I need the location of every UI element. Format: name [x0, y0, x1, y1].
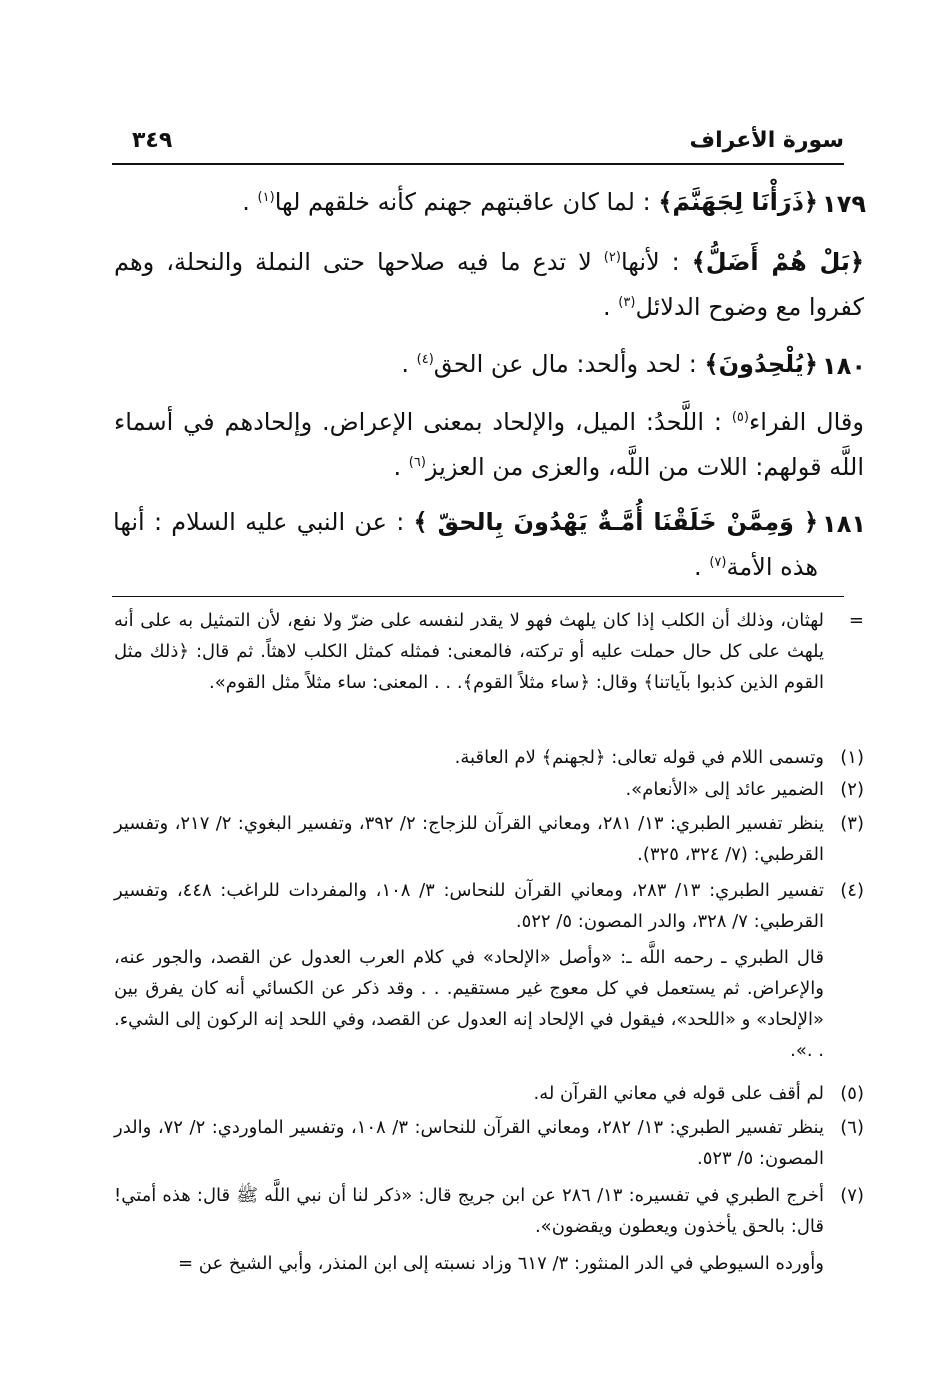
footnote-mark: (١): [840, 747, 864, 768]
commentary-text: لا تدع ما فيه صلاحها حتى النملة والنحلة، وهم كفروا مع وضوح الدلائل: [114, 248, 864, 321]
footnote-text: وتسمى اللام في قوله تعالى: ﴿لجهنم﴾ لام العاقبة.: [454, 747, 824, 768]
footnote-ref: (١): [257, 190, 275, 205]
footnote: [114, 742, 864, 773]
page-header: [112, 128, 844, 162]
footnote-text: الضمير عائد إلى «الأنعام».: [625, 779, 824, 800]
quran-quote: ﴿ذَرَأْنَا لِجَهَنَّمَ﴾: [658, 188, 818, 216]
footnote-mark: (٣): [840, 813, 864, 834]
page-number: ٣٤٩: [132, 128, 173, 153]
footnote-text: وأورده السيوطي في الدر المنثور: ٣/ ٦١٧ وزاد نسبته إلى ابن المنذر، وأبي الشيخ عن =: [177, 1253, 824, 1274]
footnote: [114, 875, 864, 937]
commentary-paragraph: [114, 240, 864, 330]
footnote-ref: (٦): [408, 455, 426, 470]
footnote-mark: (٥): [840, 1083, 864, 1104]
footnote-text: لم أقف على قوله في معاني القرآن له.: [533, 1083, 824, 1104]
footnote: [114, 808, 864, 870]
footnote: [114, 1078, 864, 1109]
footnote: [114, 774, 864, 805]
footnote-mark: (٤): [840, 880, 864, 901]
commentary-end: .: [603, 293, 619, 321]
footnote-text: ينظر تفسير الطبري: ١٣/ ٢٨١، ومعاني القرآن للزجاج: ٢/ ٣٩٢، وتفسير البغوي: ٢/ ٢١٧، وتفسير القرطبي: (٧/ ٣٢٤، ٣٢٥).: [114, 813, 824, 865]
footnote-text: أخرج الطبري في تفسيره: ١٣/ ٢٨٦ عن ابن جريج قال: «ذكر لنا أن نبي اللَّه ﷺ قال: هذه أمتي! قال: بالحق يأخذون ويعطون ويقضون».: [114, 1185, 824, 1237]
verse-number: ١٨٠: [822, 352, 866, 380]
commentary-paragraph: [114, 400, 864, 490]
footnote-separator: [112, 596, 844, 597]
verse-commentary: [113, 180, 818, 225]
commentary-end: .: [242, 188, 258, 216]
footnote: [114, 1248, 864, 1279]
quran-quote: ﴿بَلْ هُمْ أَضَلُّ﴾: [691, 248, 864, 276]
footnote-text: لهثان، وذلك أن الكلب إذا كان يلهث فهو لا يقدر لنفسه على ضرّ ولا نفع، لأن التمثيل به على أنه يلهث على كل حال حملت عليه أو تركته، فالمعنى: فمثله كمثل الكلب لاهثاً. ثم قال: ﴿ذلك مثل القوم الذين كذبوا بآياتنا﴾ وقال: ﴿ساء مثلاً القوم﴾. . . المعنى: ساء مثلاً مثل القوم».: [114, 610, 824, 693]
commentary-text: : عن النبي عليه السلام : أنها هذه الأمة: [113, 508, 818, 581]
commentary-text: : اللَّحدُ: الميل، والإلحاد بمعنى الإعراض. وإلحادهم في أسماء اللَّه قولهم: اللات من اللَّه، والعزى من العزيز: [114, 408, 864, 481]
footnote-mark: (٢): [840, 779, 864, 800]
footnote: [114, 1180, 864, 1242]
verse-commentary: [113, 500, 818, 590]
footnote-ref: (٧): [709, 555, 727, 570]
verse-number: ١٧٩: [822, 190, 866, 218]
commentary-end: .: [694, 553, 710, 581]
footnote-ref: (٣): [618, 295, 636, 310]
commentary-end: .: [393, 453, 409, 481]
footnote-text: ينظر تفسير الطبري: ١٣/ ٢٨٢، ومعاني القرآن للنحاس: ٣/ ١٠٨، وتفسير الماوردي: ٢/ ٧٢، والدر المصون: ٥/ ٥٢٣.: [114, 1117, 824, 1169]
commentary-text: : لأنها: [620, 248, 680, 276]
footnote-text: تفسير الطبري: ١٣/ ٢٨٣، ومعاني القرآن للنحاس: ٣/ ١٠٨، والمفردات للراغب: ٤٤٨، وتفسير القرطبي: ٧/ ٣٢٨، والدر المصون: ٥/ ٥٢٢.: [114, 880, 824, 932]
surah-title: سورة الأعراف: [689, 128, 844, 153]
verse-number: ١٨١: [822, 510, 866, 538]
footnote: [114, 942, 864, 1066]
footnote-mark: =: [848, 610, 864, 631]
footnote-ref: (٤): [416, 352, 434, 367]
quran-quote: ﴿ وَمِمَّنْ خَلَقْنَا أُمَّـةٌ يَهْدُونَ بِالحقّ ﴾: [413, 508, 819, 536]
footnote-text: قال الطبري ـ رحمه اللَّه ـ: «وأصل «الإلحاد» في كلام العرب العدول عن القصد، والجور عنه، والإعراض. ثم يستعمل في كل معوج غير مستقيم. . . وقد ذكر عن الكسائي أنه كان يفرق بين «الإلحاد» و «اللحد»، فيقول في الإلحاد إنه العدول عن القصد، وفي اللحد إنه الركون إلى الشيء. . .».: [114, 947, 824, 1061]
verse-commentary: [113, 342, 818, 387]
footnote-mark: (٧): [840, 1185, 864, 1206]
commentary-text: : لما كان عاقبتهم جهنم كأنه خلقهم لها: [274, 188, 651, 216]
footnote-ref: (٥): [731, 410, 749, 425]
footnote-ref: (٢): [603, 250, 621, 265]
commentary-end: .: [401, 350, 417, 378]
header-rule: [112, 163, 844, 165]
commentary-text: : لحد وألحد: مال عن الحق: [433, 350, 697, 378]
quran-quote: ﴿يُلْحِدُونَ﴾: [704, 350, 818, 378]
commentary-text: وقال الفراء: [748, 408, 864, 436]
footnote: [114, 605, 864, 698]
footnote: [114, 1112, 864, 1174]
footnote-mark: (٦): [840, 1117, 864, 1138]
